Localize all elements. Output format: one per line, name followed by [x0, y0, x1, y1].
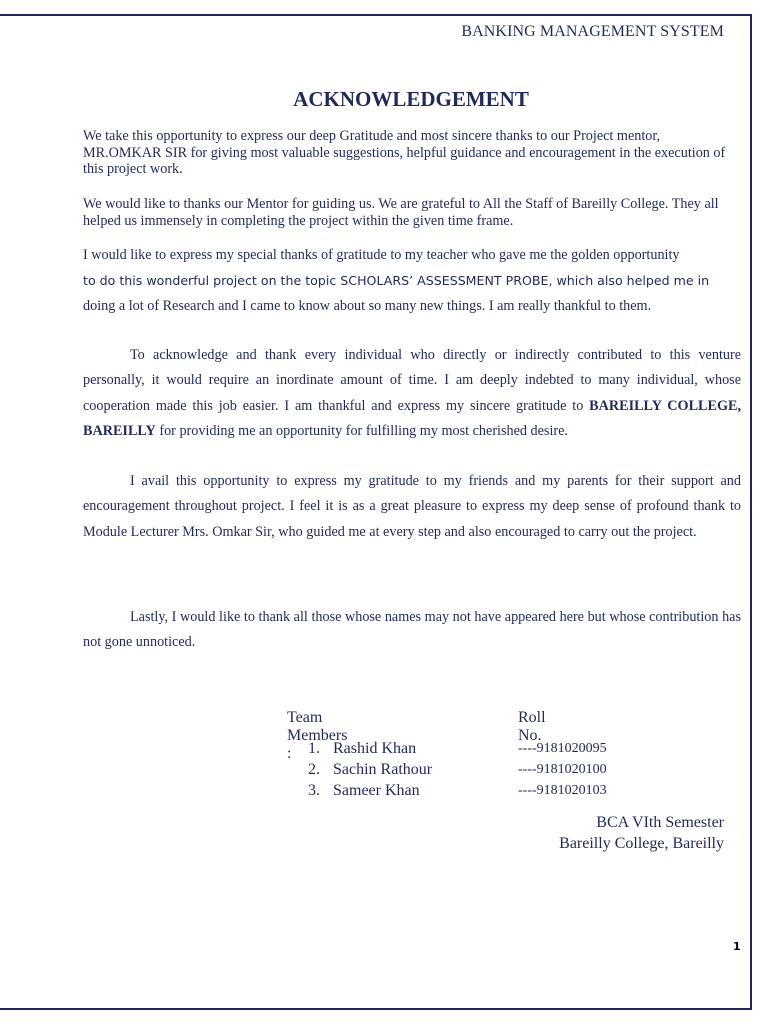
paragraph-1: We take this opportunity to express our deep Gratitude and most sincere thanks to our Project mentor, MR.OMKAR SIR for giving most valuable suggestions, helpful guidance and encouragement in the execution of this project work.	[83, 128, 726, 177]
member-number: 2.	[308, 761, 320, 778]
document-header: BANKING MANAGEMENT SYSTEM	[461, 23, 724, 40]
paragraph-3-line-3: doing a lot of Research and I came to know about so many new things. I am really thankful to them.	[83, 298, 652, 314]
page-title: ACKNOWLEDGEMENT	[293, 87, 529, 111]
page-border-right	[750, 14, 752, 1010]
page-number: 1	[733, 940, 741, 953]
roll-number-header: Roll No.	[518, 709, 546, 744]
member-roll: ----9181020095	[518, 741, 607, 756]
member-name: Sameer Khan	[333, 782, 420, 799]
paragraph-4-text: To acknowledge and thank every individual who directly or indirectly contributed to this venture personally, it would require an inordinate amount of time. I am deeply indebted to many individual, whose cooperation made this job easier. I am thankful and express my sincere gratitude to	[83, 347, 741, 414]
team-member-row	[0, 761, 768, 782]
paragraph-3-line-2: to do this wonderful project on the topic SCHOLARS’ ASSESSMENT PROBE, which also helped me in	[83, 273, 710, 288]
page-border-bottom	[0, 1008, 752, 1010]
paragraph-4	[83, 343, 741, 444]
paragraph-2: We would like to thanks our Mentor for guiding us. We are grateful to All the Staff of Bareilly College. They all helped us immensely in completing the project within the given time frame.	[83, 196, 719, 229]
team-member-row	[0, 740, 768, 761]
college-line: Bareilly College, Bareilly	[559, 835, 724, 852]
member-number: 3.	[308, 782, 320, 799]
semester-line: BCA VIth Semester	[596, 814, 724, 831]
paragraph-3-line-1: I would like to express my special thanks of gratitude to my teacher who gave me the golden opportunity	[83, 247, 680, 263]
member-roll: ----9181020100	[518, 762, 607, 777]
page-border-top	[0, 14, 752, 16]
member-name: Sachin Rathour	[333, 761, 433, 778]
college-name-bold: BAREILLY COLLEGE, BAREILLY	[83, 397, 741, 439]
member-number: 1.	[308, 740, 320, 757]
paragraph-6: Lastly, I would like to thank all those whose names may not have appeared here but whose contribution has not gone unnoticed.	[83, 609, 741, 651]
paragraph-4-text-end: for providing me an opportunity for fulfilling my most cherished desire.	[155, 422, 568, 439]
team-member-row	[0, 782, 768, 803]
team-members-header: Team Members :	[287, 709, 348, 762]
paragraph-5: I avail this opportunity to express my gratitude to my friends and my parents for their support and encouragement throughout project. I feel it is as a great pleasure to express my deep sense of profound thank to Module Lecturer Mrs. Omkar Sir, who guided me at every step and also encouraged to carry out the project.	[83, 473, 741, 540]
member-roll: ----9181020103	[518, 783, 607, 798]
member-name: Rashid Khan	[333, 740, 417, 757]
